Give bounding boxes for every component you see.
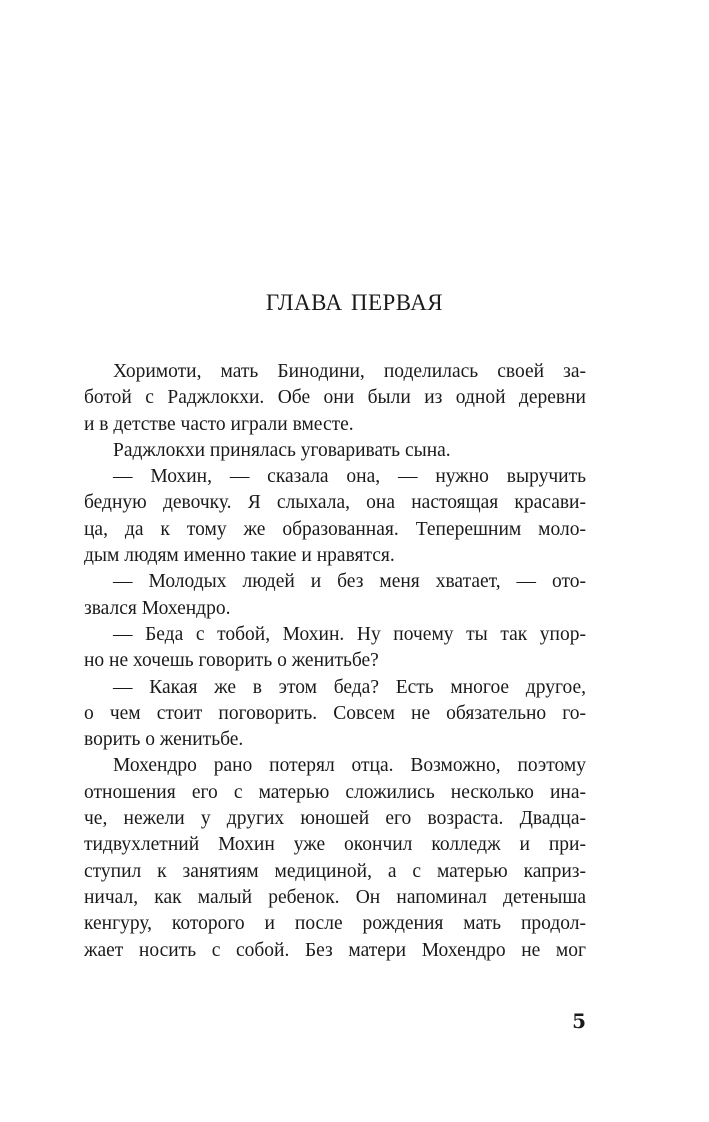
text-line: Мохендро рано потерял отца. Возможно, поэтому: [113, 755, 586, 777]
text-line: кенгуру, которого и после рождения мать продол-: [84, 913, 586, 935]
text-line: и в детстве часто играли вместе.: [84, 413, 354, 435]
text-line: ступил к занятиям медициной, а с матерью каприз-: [84, 860, 586, 882]
text-line: дым людям именно такие и нравятся.: [84, 545, 395, 567]
text-line: отношения его с матерью сложились несколько ина-: [84, 781, 586, 803]
page-number: 5: [572, 1009, 586, 1033]
text-line: ворить о женитьбе.: [84, 729, 244, 751]
text-line: звался Мохендро.: [84, 597, 231, 619]
chapter-title: ГЛАВА ПЕРВАЯ: [265, 290, 444, 315]
text-line: Раджлокхи принялась уговаривать сына.: [113, 439, 451, 461]
body-text: [84, 359, 586, 964]
text-line: ничал, как малый ребенок. Он напоминал детеныша: [84, 886, 586, 908]
text-line: — Мохин, — сказала она, — нужно выручить: [113, 466, 586, 488]
text-line: — Какая же в этом беда? Есть многое другое,: [113, 676, 586, 698]
text-line: тидвухлетний Мохин уже окончил колледж и при-: [84, 834, 586, 856]
text-line: — Беда с тобой, Мохин. Ну почему ты так упор-: [113, 623, 586, 645]
text-line: — Молодых людей и без меня хватает, — ото-: [113, 571, 586, 593]
text-line: бедную девочку. Я слыхала, она настоящая красави-: [84, 492, 586, 514]
text-line: ца, да к тому же образованная. Теперешним моло-: [84, 518, 586, 540]
text-line: ботой с Раджлокхи. Обе они были из одной деревни: [84, 387, 586, 409]
text-line: но не хочешь говорить о женитьбе?: [84, 650, 379, 672]
text-line: жает носить с собой. Без матери Мохендро не мог: [84, 939, 586, 961]
text-line: че, нежели у других юношей его возраста. Двадца-: [84, 808, 586, 830]
text-line: Хоримоти, мать Бинодини, поделилась своей за-: [113, 361, 586, 382]
text-line: о чем стоит поговорить. Совсем не обязательно го-: [84, 702, 586, 724]
